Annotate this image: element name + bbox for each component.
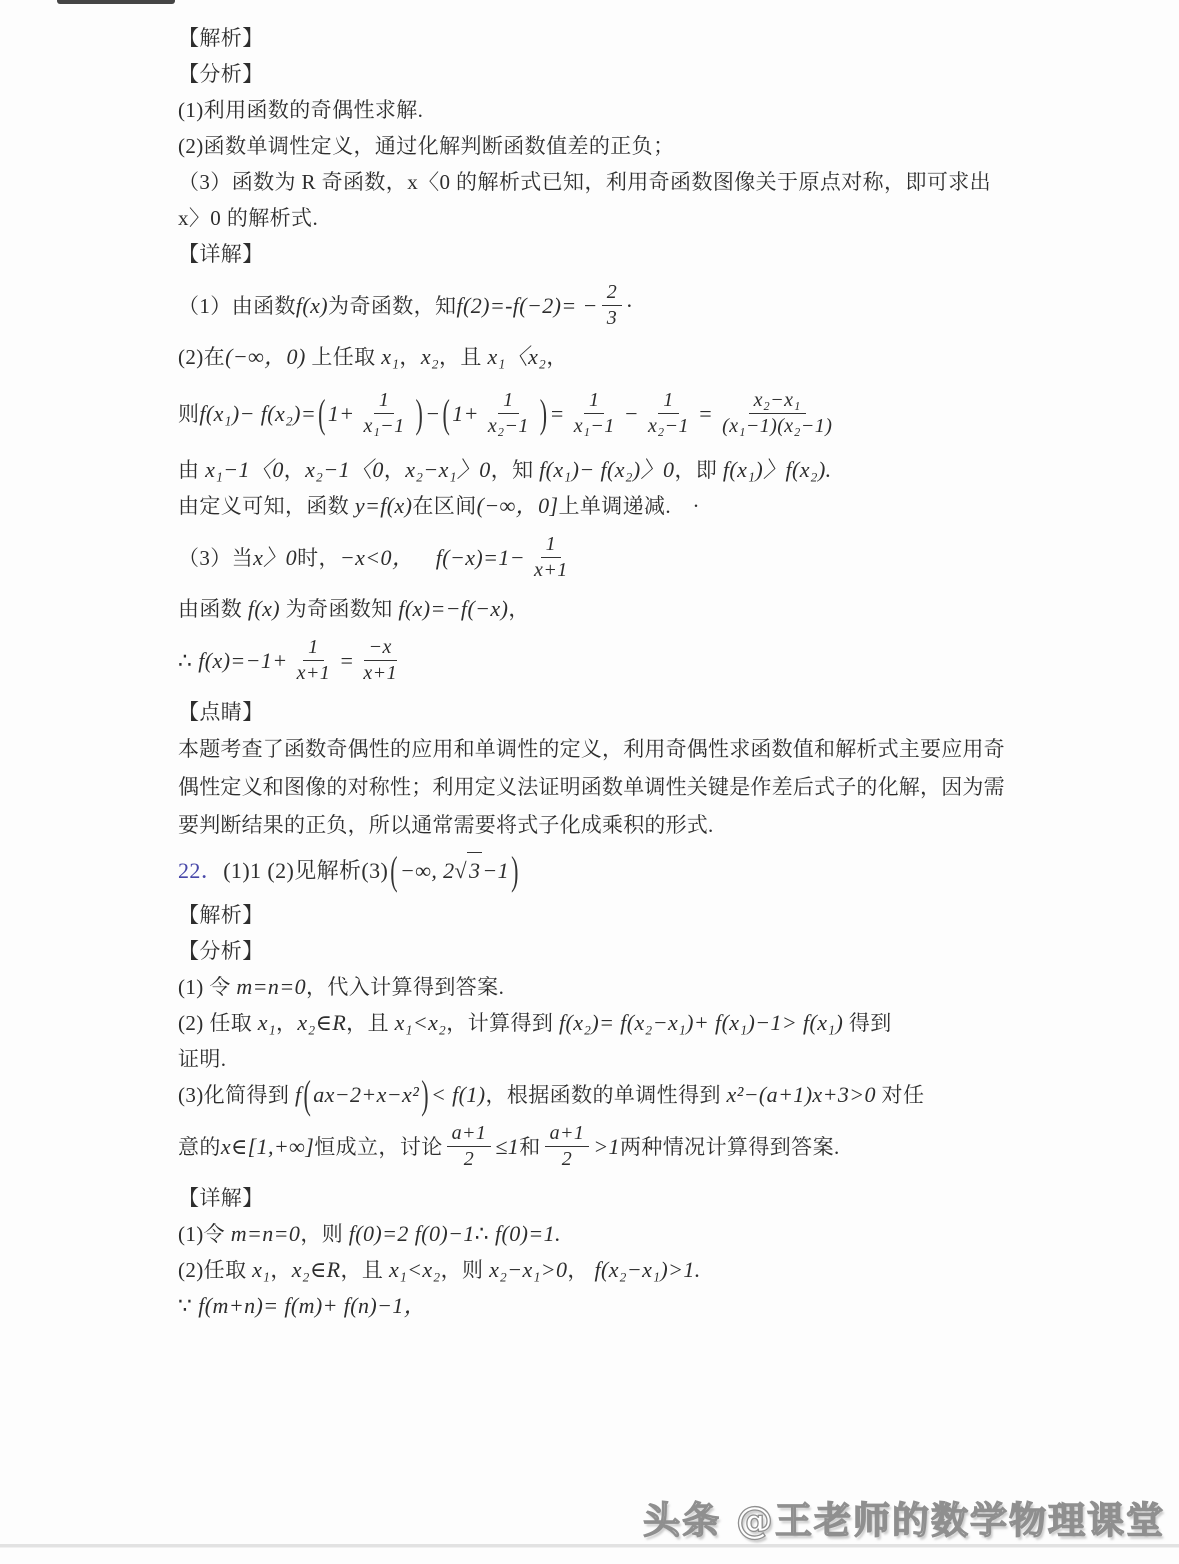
math-run: x²−(a+1)x+3>0: [726, 1082, 876, 1107]
text-run: (2)任取: [178, 1258, 253, 1282]
math-run: x₂−x₁〉0: [405, 457, 491, 482]
math-run: f(−x)=1−: [435, 544, 526, 570]
text-run: 【点睛】: [178, 700, 264, 724]
numerator: 1: [374, 389, 394, 414]
big-bracket: (: [303, 1070, 312, 1118]
math-run: −1: [482, 857, 510, 883]
text-line: [178, 200, 1028, 236]
text-run: 22．: [178, 857, 224, 883]
math-run: x₁: [252, 1257, 271, 1282]
math-run: x₁〈x₂: [487, 344, 547, 369]
text-line: [178, 524, 1028, 591]
math-run: m=n=0: [230, 1221, 301, 1246]
text-run: ，: [276, 1011, 298, 1035]
math-run: f(0)=2 f(0)−1∴ f(0)=1.: [348, 1221, 561, 1246]
denominator: x₂−1: [647, 415, 689, 437]
text-line: [178, 969, 1028, 1005]
text-run: ，代入计算得到答案.: [305, 975, 505, 999]
text-run: (1) 令: [178, 975, 237, 999]
watermark: [643, 1490, 1165, 1544]
math-run: f(x₁)− f(x₂)=: [199, 400, 317, 426]
math-run: x₂−1〈0: [305, 457, 384, 482]
math-run: x₁<x₂: [394, 1010, 447, 1035]
text-run: ，: [283, 458, 306, 482]
text-run: (1)利用函数的奇偶性求解.: [178, 98, 424, 122]
text-line: [178, 1288, 1028, 1324]
text-run: ，则: [300, 1222, 349, 1246]
fraction: [447, 1122, 492, 1171]
text-run: (2) 任取: [178, 1011, 258, 1035]
text-line: [178, 1216, 1028, 1252]
text-line: [178, 164, 1028, 200]
text-line: [178, 1005, 1028, 1041]
text-run: 偶性定义和图像的对称性；利用定义法证明函数单调性关键是作差后式子的化解，因为需: [178, 775, 1005, 799]
text-run: （3）当: [178, 545, 254, 570]
text-run: (2)函数单调性定义，通过化解判断函数值差的正负；: [178, 134, 675, 158]
text-line: [178, 591, 1028, 627]
math-run: x₂: [420, 344, 440, 369]
question-22-answer: [178, 844, 1028, 897]
numerator: 1: [658, 389, 678, 414]
math-run: =: [339, 647, 355, 673]
text-run: 为奇函数知: [280, 597, 399, 621]
big-bracket: ): [539, 389, 548, 436]
math-run: −∞, 2: [400, 857, 455, 883]
math-run: f(x)=−f(−x): [398, 596, 509, 621]
math-run: =: [697, 400, 714, 426]
math-run: 1+: [452, 400, 479, 426]
math-run: ∵ f(m+n)= f(m)+ f(n)−1，: [178, 1293, 427, 1318]
text-run: 【解析】: [178, 903, 264, 927]
text-run: x〉0 的解析式.: [178, 206, 319, 230]
text-line: [178, 627, 1028, 694]
fraction: [358, 636, 402, 685]
fraction: [643, 389, 694, 438]
text-run: ，根据函数的单调性得到: [485, 1083, 727, 1107]
text-run: 则: [178, 401, 200, 426]
text-run: 【详解】: [178, 1186, 264, 1210]
math-run: ≤1: [495, 1133, 520, 1159]
text-run: ，即: [674, 458, 723, 482]
text-run: （3）函数为 R 奇函数，x〈0 的解析式已知，利用奇函数图像关于原点对称，即可求出: [178, 170, 992, 194]
section-heading-jiexi-2: [178, 897, 1028, 933]
fraction: [717, 389, 837, 438]
math-run: ·: [626, 292, 633, 318]
denominator: 3: [606, 307, 618, 329]
math-run: ax−2+x−x²: [313, 1082, 420, 1107]
denominator: x₂−1: [487, 415, 529, 437]
fraction: [602, 281, 622, 330]
text-run: 【详解】: [178, 242, 264, 266]
text-line: [178, 1070, 1028, 1118]
text-run: 得到: [843, 1011, 892, 1035]
fraction: [359, 389, 410, 438]
math-run: x₁−1〈0: [205, 457, 284, 482]
denominator: x+1: [363, 662, 397, 684]
numerator: a+1: [447, 1122, 492, 1147]
big-bracket: ): [415, 389, 424, 436]
text-line: [178, 730, 1028, 768]
text-run: 由定义可知，函数: [178, 494, 355, 518]
text-run: 由: [178, 458, 206, 482]
math-run: f(x₂)= f(x₂−x₁)+ f(x₁)−1> f(x₁): [558, 1010, 844, 1035]
section-heading-jiexi: [178, 20, 1028, 56]
text-run: (1)1 (2)见解析(3): [223, 857, 389, 883]
section-heading-dianjing: [178, 694, 1028, 730]
fraction: [292, 636, 336, 685]
math-run: −x<0，: [339, 544, 415, 570]
math-run: x₁: [257, 1010, 277, 1035]
text-run: ，: [546, 345, 568, 369]
denominator: x+1: [534, 559, 568, 581]
math-run: f(x₁)〉f(x₂).: [722, 457, 832, 482]
text-run: 对任: [875, 1083, 925, 1107]
math-run: −: [425, 400, 441, 426]
denominator: 2: [561, 1148, 573, 1170]
text-line: [178, 488, 1028, 524]
math-run: x₂∈R: [297, 1010, 347, 1035]
big-bracket: (: [318, 389, 326, 436]
text-line: [178, 339, 1028, 375]
math-run: x₁: [381, 344, 400, 369]
text-run: ，且: [439, 345, 488, 369]
denominator: (x₁−1)(x₂−1): [722, 415, 833, 437]
top-edge-bar: [57, 0, 175, 4]
text-line: [178, 272, 1028, 339]
fraction: [545, 1122, 590, 1171]
text-run: (3)化简得到: [178, 1083, 295, 1107]
text-run: ，且: [346, 1011, 395, 1035]
text-line: [178, 128, 1028, 164]
text-run: (1)令: [178, 1222, 231, 1246]
section-heading-xiangjie-2: [178, 1180, 1028, 1216]
text-run: 由函数: [178, 597, 248, 621]
text-run: ，知: [490, 458, 540, 482]
numerator: 1: [303, 636, 323, 661]
text-run: ，且: [340, 1258, 389, 1282]
math-run: >1: [593, 1133, 620, 1159]
math-run: f(x₂−x₁)>1.: [594, 1257, 701, 1282]
radical-sign: √: [454, 858, 468, 883]
math-run: −: [623, 400, 639, 426]
numerator: 2: [602, 281, 622, 306]
radical: [455, 852, 483, 889]
math-run: f(x): [247, 596, 280, 621]
text-run: 意的: [178, 1134, 221, 1159]
section-heading-fenxi: [178, 56, 1028, 92]
denominator: x₁−1: [573, 415, 615, 437]
denominator: x₁−1: [363, 415, 405, 437]
text-run: 要判断结果的正负，所以通常需要将式子化成乘积的形式.: [178, 813, 714, 837]
denominator: 2: [463, 1148, 475, 1170]
big-bracket: (: [442, 389, 451, 436]
numerator: 1: [541, 533, 561, 558]
text-run: 【分析】: [178, 939, 264, 963]
text-line: [178, 452, 1028, 488]
text-run: 为奇函数，知: [328, 293, 457, 318]
math-run: x〉0: [253, 544, 298, 570]
text-line: [178, 92, 1028, 128]
fraction: [569, 389, 620, 438]
big-bracket: ): [511, 846, 519, 893]
text-run: ，: [508, 597, 530, 621]
section-heading-fenxi-2: [178, 933, 1028, 969]
math-run: x∈[1,+∞]: [220, 1133, 315, 1159]
numerator: 1: [584, 389, 604, 414]
denominator: x+1: [296, 662, 331, 684]
fraction: [483, 389, 534, 438]
text-run: 证明.: [178, 1047, 227, 1071]
text-run: 【解析】: [178, 26, 264, 50]
math-run: y=f(x): [354, 493, 413, 518]
text-run: 【分析】: [178, 62, 264, 86]
math-run: f(2)=-f(−2)= −: [456, 292, 598, 318]
math-run: =: [549, 400, 565, 426]
text-run: 在区间: [412, 494, 477, 518]
math-run: x₂∈R: [291, 1257, 341, 1282]
text-run: ，: [383, 458, 406, 482]
text-run: ，则: [440, 1258, 490, 1282]
solution-text-block: [178, 20, 1028, 1324]
text-line: [178, 768, 1028, 806]
math-run: f(x): [295, 292, 329, 318]
numerator: 1: [498, 389, 518, 414]
math-run: f: [294, 1082, 302, 1107]
text-run: （1）由函数: [178, 293, 296, 318]
text-line: [178, 1252, 1028, 1288]
text-run: 时，: [297, 545, 340, 570]
text-run: ，: [567, 1258, 595, 1282]
math-run: f(x₁)− f(x₂)〉0: [539, 457, 675, 482]
text-run: (2)在: [178, 345, 226, 369]
watermark-text: 头条 @王老师的数学物理课堂: [643, 1499, 1165, 1542]
text-run: ，计算得到: [446, 1011, 559, 1035]
text-run: 上单调递减. ·: [558, 494, 700, 518]
text-run: [414, 540, 435, 576]
section-heading-xiangjie: [178, 236, 1028, 272]
text-line: [178, 806, 1028, 844]
math-run: m=n=0: [236, 974, 306, 999]
radicand: 3: [467, 852, 482, 889]
numerator: a+1: [545, 1122, 590, 1147]
fraction: [529, 533, 573, 582]
math-run: (−∞，0]: [476, 493, 559, 518]
text-run: ，: [399, 345, 421, 369]
text-run: 两种情况计算得到答案.: [619, 1134, 840, 1159]
math-run: 1+: [327, 400, 355, 426]
text-run: 恒成立，讨论: [314, 1134, 443, 1159]
math-run: x₂−x₁>0: [489, 1257, 568, 1282]
text-line: [178, 375, 1028, 452]
math-run: (−∞，0): [225, 344, 306, 369]
math-run: x₁<x₂: [388, 1257, 441, 1282]
math-run: ∴ f(x)=−1+: [178, 647, 288, 673]
numerator: x₂−x₁: [749, 389, 806, 414]
math-run: < f(1): [430, 1082, 486, 1107]
bottom-divider: [0, 1544, 1179, 1548]
big-bracket: ): [421, 1070, 429, 1118]
text-run: 本题考查了函数奇偶性的应用和单调性的定义，利用奇偶性求函数值和解析式主要应用奇: [178, 737, 1005, 761]
text-run: ，: [270, 1258, 292, 1282]
big-bracket: (: [390, 846, 398, 893]
text-run: 上任取: [305, 345, 382, 369]
numerator: −x: [364, 636, 397, 661]
text-run: 和: [519, 1134, 541, 1159]
